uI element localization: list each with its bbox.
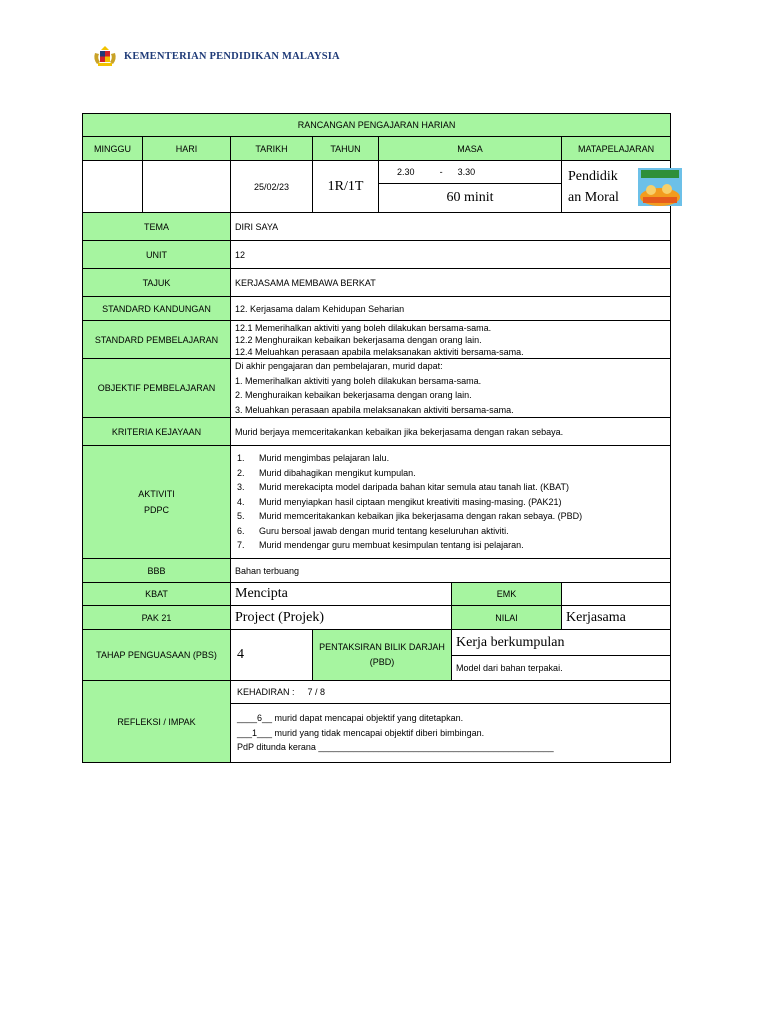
col-matapelajaran: MATAPELAJARAN [562, 137, 671, 161]
standard-kandungan-label: STANDARD KANDUNGAN [83, 297, 231, 321]
pbd-label [313, 630, 452, 681]
bbb-label: BBB [83, 559, 231, 583]
masa-end: 3.30 [457, 166, 476, 177]
aktiviti-label [83, 446, 231, 559]
col-minggu: MINGGU [83, 137, 143, 161]
refleksi-label: REFLEKSI / IMPAK [83, 681, 231, 763]
kriteria-value: Murid berjaya memceritakankan kebaikan jika bekerjasama dengan rakan sebaya. [231, 418, 671, 446]
col-tahun: TAHUN [313, 137, 379, 161]
unit-value: 12 [231, 241, 671, 269]
kriteria-label: KRITERIA KEJAYAAN [83, 418, 231, 446]
kbat-label: KBAT [83, 583, 231, 606]
minggu-value [83, 161, 143, 213]
standard-pembelajaran-label: STANDARD PEMBELAJARAN [83, 321, 231, 359]
objektif-intro: Di akhir pengajaran dan pembelajaran, murid dapat: [235, 361, 443, 371]
tahap-label: TAHAP PENGUASAAN (PBS) [83, 630, 231, 681]
hari-value [143, 161, 231, 213]
tarikh-value: 25/02/23 [231, 161, 313, 213]
col-tarikh: TARIKH [231, 137, 313, 161]
unit-label: UNIT [83, 241, 231, 269]
tema-label: TEMA [83, 213, 231, 241]
moral-textbook-cover [637, 167, 683, 207]
aktiviti-label-line1: AKTIVITI [138, 489, 175, 499]
list-item: 4. Murid menyiapkan hasil ciptaan mengikut kreativiti masing-masing. (PAK21) [237, 496, 562, 507]
subject-line2: an Moral [568, 189, 619, 205]
pak21-value: Project (Projek) [231, 606, 452, 630]
malaysia-crest-icon [92, 45, 118, 67]
objektif-item: 1. Memerihalkan aktiviti yang boleh dilakukan bersama-sama. [235, 375, 482, 386]
page-header [92, 44, 340, 68]
aktiviti-list [231, 446, 671, 559]
standard-pembelajaran-item: 12.1 Memerihalkan aktiviti yang boleh dilakukan bersama-sama. [235, 322, 492, 333]
standard-pembelajaran-item: 12.2 Menghuraikan kebaikan bekerjasama dengan orang lain. [235, 334, 482, 345]
list-item: 6. Guru bersoal jawab dengan murid tentang keseluruhan aktiviti. [237, 525, 509, 536]
standard-pembelajaran-item: 12.4 Meluahkan perasaan apabila melaksanakan aktiviti bersama-sama. [235, 346, 524, 357]
objektif-item: 2. Menghuraikan kebaikan bekerjasama dengan orang lain. [235, 390, 472, 400]
refleksi-notes [231, 704, 671, 763]
masa-cell [379, 161, 562, 213]
pak21-label: PAK 21 [83, 606, 231, 630]
tahap-value: 4 [231, 630, 313, 681]
pbd-method: Kerja berkumpulan [452, 630, 671, 656]
pbd-instrument: Model dari bahan terpakai. [452, 656, 671, 681]
pbd-label-line2: (PBD) [369, 657, 395, 667]
ministry-name: KEMENTERIAN PENDIDIKAN MALAYSIA [124, 50, 340, 62]
objektif-label: OBJEKTIF PEMBELAJARAN [83, 359, 231, 418]
tema-value: DIRI SAYA [231, 213, 671, 241]
textbook-cell [635, 161, 671, 213]
kehadiran-value: 7 / 8 [307, 687, 326, 697]
emk-value [562, 583, 671, 606]
bbb-value: Bahan terbuang [231, 559, 671, 583]
list-item: 5. Murid memceritakankan kebaikan jika bekerjasama dengan rakan sebaya. (PBD) [237, 511, 583, 522]
refleksi-line1: ____6__ murid dapat mencapai objektif yang ditetapkan. [237, 713, 464, 724]
subject-name [562, 161, 635, 213]
list-item: 1. Murid mengimbas pelajaran lalu. [237, 453, 390, 464]
col-masa: MASA [379, 137, 562, 161]
subject-line1: Pendidik [568, 168, 618, 184]
masa-duration: 60 minit [446, 189, 494, 205]
objektif-item: 3. Meluahkan perasaan apabila melaksanakan aktiviti bersama-sama. [235, 404, 514, 415]
nilai-value: Kerjasama [562, 606, 671, 630]
standard-pembelajaran-list [231, 321, 671, 359]
masa-dash: - [439, 166, 443, 177]
kbat-value: Mencipta [231, 583, 452, 606]
lesson-plan-table [82, 113, 671, 763]
aktiviti-label-line2: PDPC [143, 505, 169, 515]
objektif-list [231, 359, 671, 418]
tahun-value: 1R/1T [313, 161, 379, 213]
nilai-label: NILAI [452, 606, 562, 630]
list-item: 2. Murid dibahagikan mengikut kumpulan. [237, 467, 416, 478]
refleksi-line2: ___1___ murid yang tidak mencapai objektif diberi bimbingan. [237, 727, 485, 738]
masa-start: 2.30 [397, 166, 415, 177]
emk-label: EMK [452, 583, 562, 606]
list-item: 7. Murid mendengar guru membuat kesimpulan tentang isi pelajaran. [237, 540, 524, 551]
masa-time-range [379, 161, 561, 183]
kehadiran [231, 681, 671, 704]
list-item: 3. Murid merekacipta model daripada bahan kitar semula atau tanah liat. (KBAT) [237, 482, 569, 493]
refleksi-line3: PdP ditunda kerana _______________________________________________ [237, 742, 554, 753]
form-title: RANCANGAN PENGAJARAN HARIAN [83, 114, 671, 137]
tajuk-value: KERJASAMA MEMBAWA BERKAT [231, 269, 671, 297]
tajuk-label: TAJUK [83, 269, 231, 297]
pbd-label-line1: PENTAKSIRAN BILIK DARJAH [319, 642, 445, 652]
kehadiran-label: KEHADIRAN : [237, 687, 295, 697]
standard-kandungan-value: 12. Kerjasama dalam Kehidupan Seharian [231, 297, 671, 321]
col-hari: HARI [143, 137, 231, 161]
